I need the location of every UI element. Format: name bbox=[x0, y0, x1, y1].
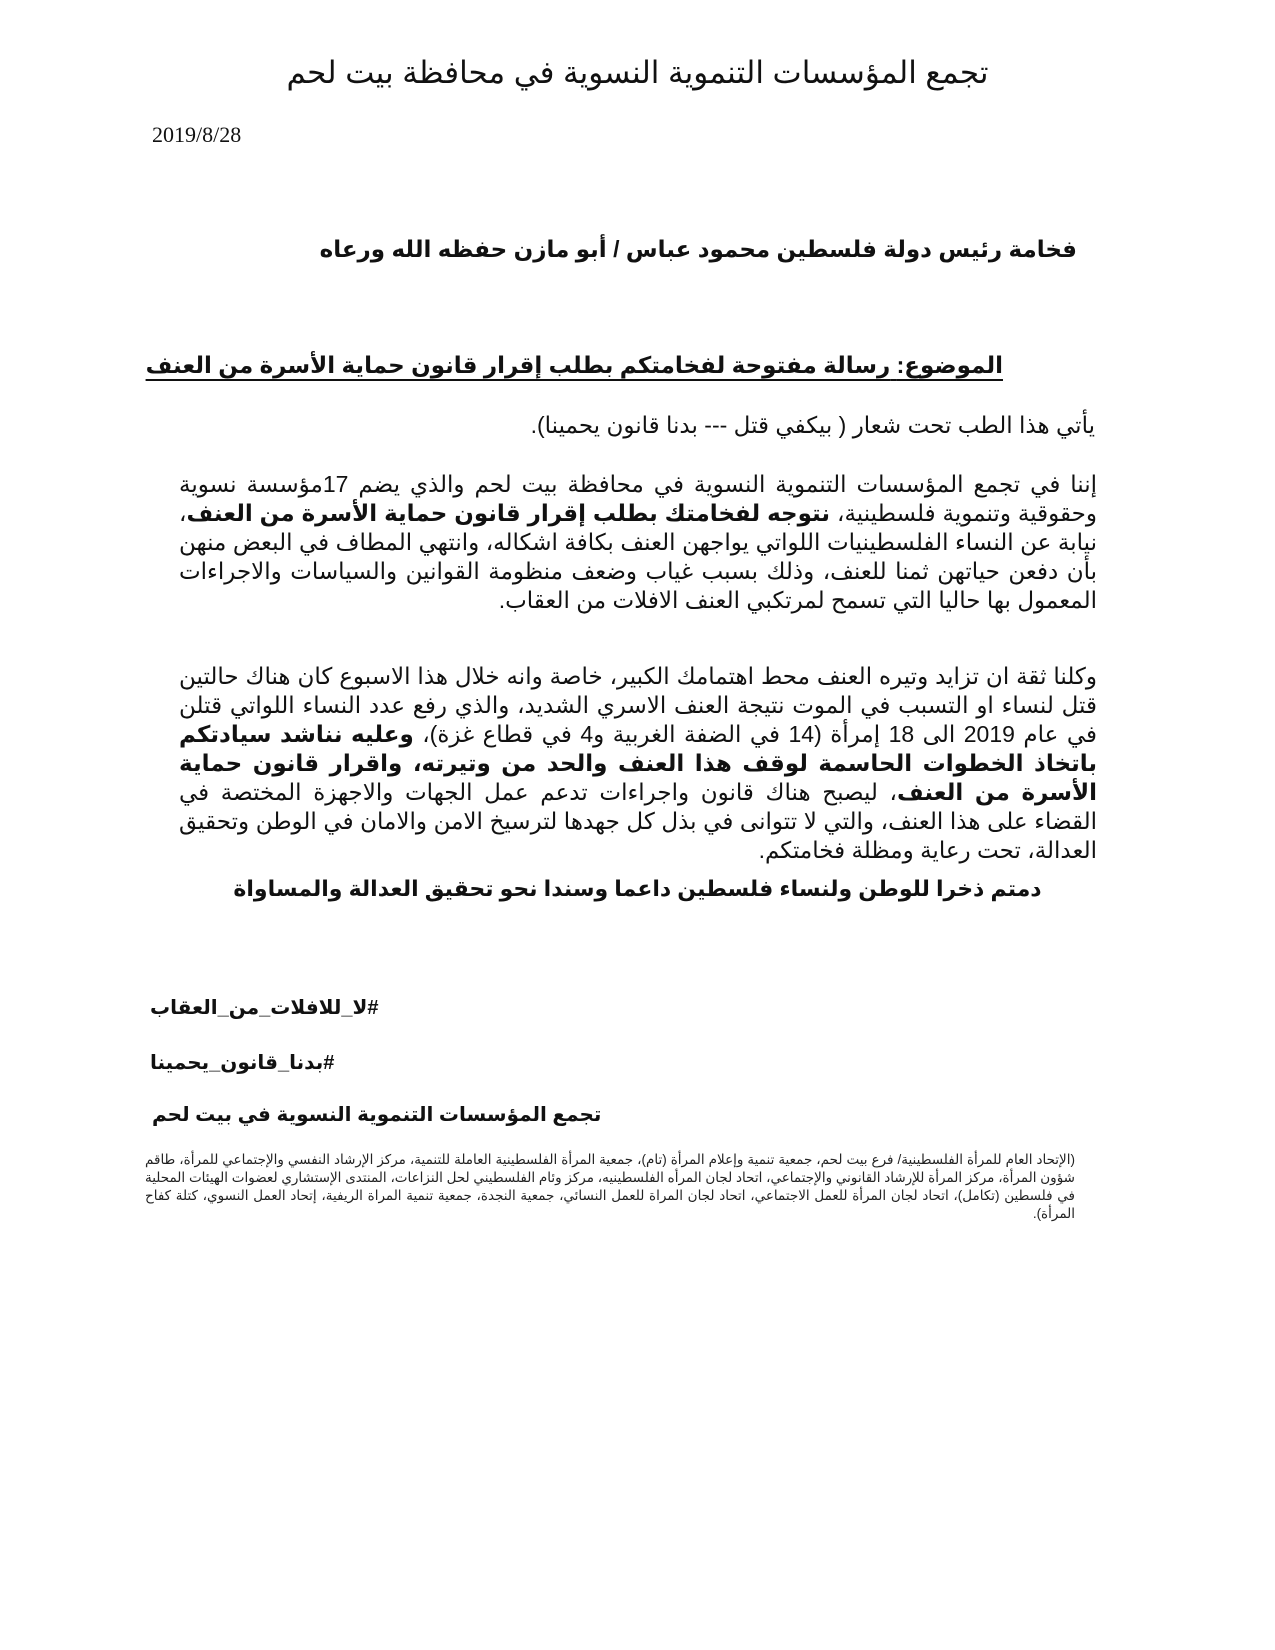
paragraph-1-text-b: ، نيابة عن النساء الفلسطينيات اللواتي يواجهن العنف بكافة اشكاله، وانتهي المطاف في البعض منهن بأن دفعن حياتهن ثمنا للعنف، وذلك بسبب غياب وضعف منظومة القوانين والسياسات والاجراءات المعمول بها حاليا التي تسمح لمرتكبي العنف الافلات من العقاب. bbox=[179, 500, 1097, 613]
organization-header: تجمع المؤسسات التنموية النسوية في محافظة بيت لحم bbox=[286, 55, 989, 90]
paragraph-2-text-b: ، ليصبح هناك قانون واجراءات تدعم عمل الجهات والاجهزة المختصة في القضاء على هذا العنف، والتي لا تتوانى في بذل كل جهدها لترسيخ الامن والامان في الوطن وتحقيق العدالة، تحت رعاية ومظلة فخامتكم. bbox=[179, 779, 1097, 863]
subject-label: الموضوع: bbox=[896, 352, 1003, 378]
member-organizations-list: (الإتحاد العام للمرأة الفلسطينية/ فرع بيت لحم، جمعية تنمية وإعلام المرأة (تام)، جمعية المرأة الفلسطينية العاملة للتنمية، مركز الإرشاد النفسي والإجتماعي للمرأة، طاقم شؤون المرأة، مركز المرأة للإرشاد القانوني والإجتماعي، اتحاد لجان المرأه الفلسطينيه، مركز وئام الفلسطيني لحل النزاعات، المنتدى الإستشاري لعضوات الهيئات المحلية في فلسطين (تكامل)، اتحاد لجان المرأة للعمل الاجتماعي، اتحاد لجان المراة للعمل النسائي، جمعية النجدة، جمعية تنمية المراة الريفية، إتحاد العمل النسوي، كتلة كفاح المرأة). bbox=[145, 1152, 1075, 1221]
paragraph-2-text-a: وكلنا ثقة ان تزايد وتيره العنف محط اهتمامك الكبير، خاصة وانه خلال هذا الاسبوع كان هناك حالتين قتل لنساء او التسبب في الموت نتيجة العنف الاسري الشديد، والذي رفع عدد النساء اللواتي قتلن في عام 2019 الى 18 إمرأة (14 في الضفة الغربية و4 في قطاع غزة)، bbox=[179, 663, 1098, 747]
body-paragraph-2 bbox=[179, 662, 1097, 865]
hashtag-no-impunity: #لا_للافلات_من_العقاب bbox=[150, 997, 379, 1019]
letter-date: 2019/8/28 bbox=[152, 122, 242, 147]
paragraph-1-text-a: إننا في تجمع المؤسسات التنموية النسوية في محافظة بيت لحم والذي يضم 17مؤسسة نسوية وحقوقية وتنموية فلسطينية، bbox=[179, 471, 1097, 526]
paragraph-1-bold-request: نتوجه لفخامتك بطلب إقرار قانون حماية الأسرة من العنف bbox=[186, 500, 831, 526]
closing-line: دمتم ذخرا للوطن ولنساء فلسطين داعما وسندا نحو تحقيق العدالة والمساواة bbox=[233, 876, 1042, 901]
paragraph-2-bold-appeal: وعليه نناشد سيادتكم باتخاذ الخطوات الحاسمة لوقف هذا العنف والحد من وتيرته، واقرار قانون حماية الأسرة من العنف bbox=[179, 721, 1097, 805]
subject-line bbox=[146, 352, 1003, 379]
hashtag-we-want-law: #بدنا_قانون_يحمينا bbox=[150, 1052, 335, 1074]
subject-text: رسالة مفتوحة لفخامتكم بطلب إقرار قانون حماية الأسرة من العنف bbox=[145, 352, 891, 378]
body-paragraph-1 bbox=[179, 470, 1097, 615]
slogan-line: يأتي هذا الطب تحت شعار ( بيكفي قتل --- بدنا قانون يحمينا). bbox=[530, 412, 1095, 438]
addressee-line: فخامة رئيس دولة فلسطين محمود عباس / أبو مازن حفظه الله ورعاه bbox=[319, 236, 1077, 262]
signature-line: تجمع المؤسسات التنموية النسوية في بيت لحم bbox=[152, 1104, 602, 1126]
